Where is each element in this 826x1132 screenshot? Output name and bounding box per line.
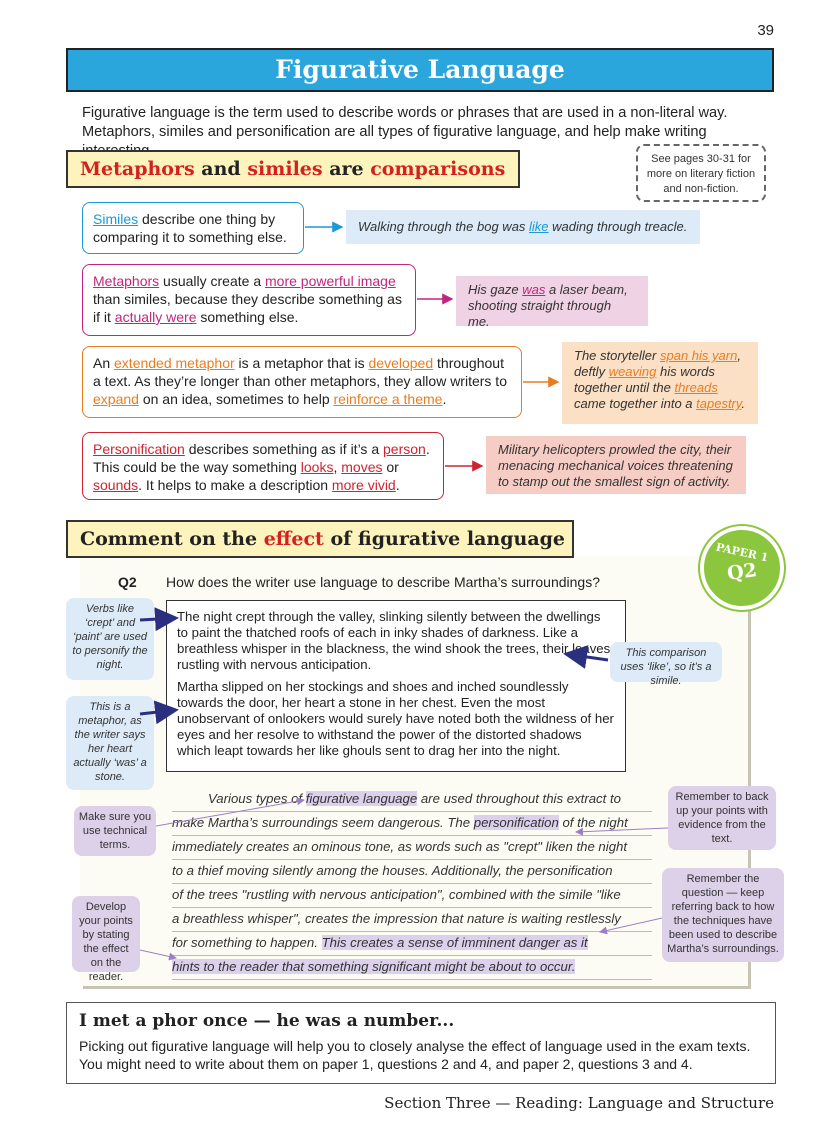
arrow-technical [156,800,304,826]
intro-paragraph: Figurative language is the term used to describe words or phrases that are used in a non-literal way. Metaphors, similes and personification are all types of figurative language, and help make writing [82,105,728,140]
metaphors-definition: Metaphors usually create a more powerful image than similes, because they describe something as if it actually were something else. [82,264,416,336]
badge-question-label: Q2 [725,559,759,585]
badge-paper-label: PAPER 1 [714,540,770,565]
extract-paragraph-2: Martha slipped on her stockings and shoes and inched soundlessly towards the door, her heart a stone in her chest. Even the most unobservant of onlookers would surely have noted both the wildness of her eyes and her resolve to withstand the power of the distorted shadows which leapt towards her like ghouls sent to drag her into the night. [177,679,614,758]
extended-metaphor-definition: An extended metaphor is a metaphor that is developed throughout a text. As they’re longer than other metaphors, they allow writers to expand on an idea, sometimes to help reinforce a theme. [82,346,522,418]
answer-line: immediately creates an ominous tone, as words such as "crept" liken the night [172,836,652,860]
answer-line: of the trees "rustling with nervous anticipation", combined with the simile "like [172,884,652,908]
question-label: Q2 [118,574,137,590]
section-heading-comparisons: Metaphors and similes are comparisons [66,150,520,188]
answer-line: to a thief moving silently among the houses. Additionally, the personification [172,860,652,884]
question-text: How does the writer use language to describe Martha’s surroundings? [166,574,600,590]
note-simile: This comparison uses ‘like’, so it’s a simile. [610,642,722,682]
arrow-develop [140,950,176,958]
arrow-simile [566,654,608,660]
page-number: 39 [757,22,774,39]
personification-definition: Personification describes something as if it’s a person. This could be the way something looks, moves or sounds. It helps to make a description more vivid. [82,432,444,500]
summary-box [66,1002,776,1084]
arrow-evidence [576,828,668,832]
cross-reference-note: See pages 30-31 for more on literary fiction and non-fiction. [636,144,766,202]
answer-line: a breathless whisper", creates the impression that nature is waiting restlessly [172,908,652,932]
summary-title: I met a phor once — he was a number... [79,1011,455,1031]
arrow-metaphor [140,710,176,714]
arrow-question [600,918,662,932]
note-metaphor: This is a metaphor, as the writer says her heart actually ‘was’ a stone. [66,696,154,790]
similes-example: Walking through the bog was like wading through treacle. [346,210,700,244]
extract-paragraph-1: The night crept through the valley, slinking silently between the dwellings to paint the thatched roofs of each in inky shades of darkness. Like a breathless whisper in the blackness, the wind shook the trees, their leaves rustling with nervous anticipation. [177,609,611,672]
note-technical-terms: Make sure you use technical terms. [74,806,156,856]
extended-metaphor-example: The storyteller span his yarn, deftly weaving his words together until the threads came together into a tapestry. [562,342,758,424]
metaphors-example: His gaze was a laser beam, shooting straight through me. [456,276,648,326]
note-verbs-personify: Verbs like ‘crept’ and ‘paint’ are used to personify the night. [66,598,154,680]
personification-example: Military helicopters prowled the city, their menacing mechanical voices threatening to stamp out the smallest sign of activity. [486,436,746,494]
summary-text: Picking out figurative language will help you to closely analyse the effect of language used in the exam texts. You might need to write about them on paper 1, questions 2 and 4, and paper 2, questions 3 and 4. [79,1038,751,1072]
arrow-verbs [140,618,176,620]
answer-line: for something to happen. This creates a sense of imminent danger as it [172,932,652,956]
similes-definition: Similes describe one thing by comparing it to something else. [82,202,304,254]
page-title: Figurative Language [66,48,774,92]
answer-line: make Martha’s surroundings seem dangerous. The personification of the night [172,812,652,836]
answer-line: Various types of figurative language are used throughout this extract to [172,788,652,812]
footer-section-label: Section Three — Reading: Language and Structure [384,1094,774,1112]
section-heading-effect: Comment on the effect of figurative language [66,520,574,558]
note-evidence: Remember to back up your points with evidence from the text. [668,786,776,850]
note-develop-points: Develop your points by stating the effect on the reader. [72,896,140,972]
note-question: Remember the question — keep referring back to how the techniques have been used to describe Martha’s surroundings. [662,868,784,962]
answer-line: hints to the reader that something significant might be about to occur. [172,956,652,980]
